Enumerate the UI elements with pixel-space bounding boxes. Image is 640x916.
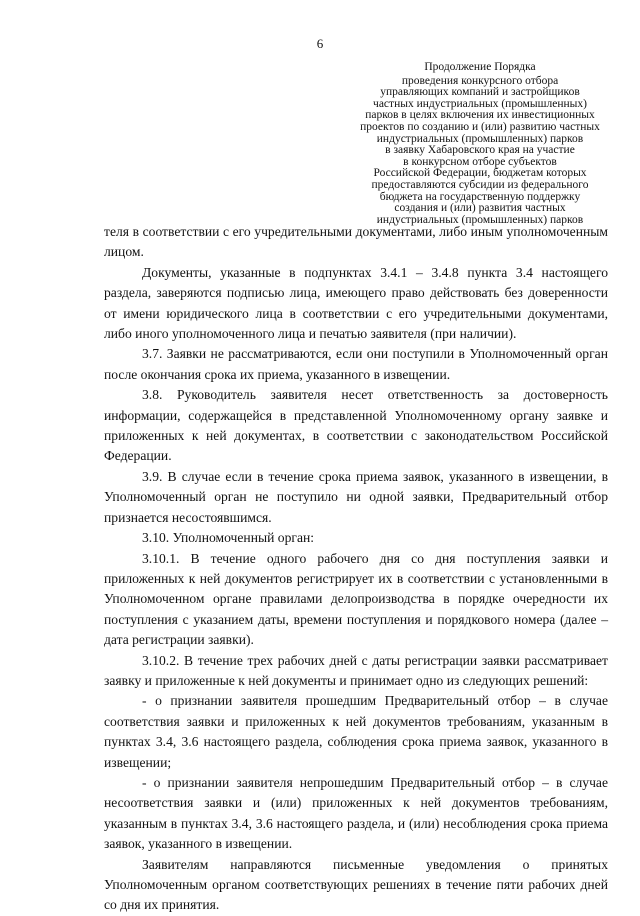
paragraph-3-8: 3.8. Руководитель заявителя несет ответственность за достоверность информации, содержащейся в представленной Уполномоченному органу заявке и приложенных к ней документах, в соответствии с законодательством Российской Федерации. — [104, 387, 608, 464]
paragraph-3-10-1: 3.10.1. В течение одного рабочего дня со дня поступления заявки и приложенных к ней документов регистрирует их в соответствии с установленными в Уполномоченном органе правилами делопроизводства в порядке очередности их поступления с указанием даты, времени поступления и порядкового номера (далее – дата регистрации заявки). — [104, 550, 608, 648]
document-header — [360, 62, 600, 226]
header-line: в конкурсном отборе субъектов — [403, 155, 557, 168]
paragraph-3-9: 3.9. В случае если в течение срока приема заявок, указанного в извещении, в Уполномоченный орган не поступило ни одной заявки, Предварительный отбор признается несостоявшимся. — [104, 468, 608, 525]
header-line: управляющих компаний и застройщиков — [380, 86, 580, 99]
page-number: 6 — [316, 36, 324, 51]
paragraph-3-10-2: 3.10.2. В течение трех рабочих дней с даты регистрации заявки рассматривает заявку и приложенные к ней документы и принимает одно из следующих решений: — [104, 652, 608, 688]
header-line: предоставляются субсидии из федерального — [371, 178, 589, 191]
paragraph-3-10: 3.10. Уполномоченный орган: — [142, 530, 315, 546]
paragraph-documents-certification: Документы, указанные в подпунктах 3.4.1 – 3.4.8 пункта 3.4 настоящего раздела, заверяются подписью лица, имеющего право действовать без доверенности от имени юридического лица в соответствии с его учредительными документами, либо иного уполномоченного лица и печатью заявителя (при наличии). — [104, 264, 608, 342]
header-line: проведения конкурсного отбора — [401, 74, 559, 87]
header-line: бюджета на государственную поддержку — [379, 190, 581, 203]
paragraph-continuation: теля в соответствии с его учредительными документами, либо иным уполномоченным лицом. — [104, 224, 608, 260]
header-line: индустриальных (промышленных) парков — [376, 132, 584, 145]
header-line: частных индустриальных (промышленных) — [373, 97, 587, 110]
paragraph-3-7: 3.7. Заявки не рассматриваются, если они поступили в Уполномоченный орган после окончания срока их приема, указанного в извещении. — [104, 346, 608, 382]
document-body — [104, 222, 608, 916]
header-title: Продолжение Порядка — [424, 61, 536, 73]
list-item-decision-passed: - о признании заявителя прошедшим Предварительный отбор – в случае соответствия заявки и приложенных к ней документов требованиям, указанным в пунктах 3.4, 3.6 настоящего раздела, соблюдения срока приема заявок, указанного в извещении; — [104, 693, 608, 770]
list-item-decision-not-passed: - о признании заявителя непрошедшим Предварительный отбор – в случае несоответствия заявки и (или) приложенных к ней документов требованиям, указанным в пунктах 3.4, 3.6 настоящего раздела, и (или) несоблюдения срока приема заявок, указанного в извещении. — [104, 774, 608, 852]
header-line: Российской Федерации, бюджетам которых — [373, 167, 587, 180]
header-line: индустриальных (промышленных) парков — [376, 213, 584, 226]
header-line: парков в целях включения их инвестиционных — [365, 109, 595, 122]
paragraph-notifications: Заявителям направляются письменные уведомления о принятых Уполномоченным органом соответствующих решениях в течение пяти рабочих дней со дня их принятия. — [104, 856, 608, 913]
header-line: проектов по созданию и (или) развитию частных — [360, 120, 600, 133]
header-line: создания и (или) развития частных — [394, 202, 566, 215]
header-line: в заявку Хабаровского края на участие — [385, 144, 575, 157]
